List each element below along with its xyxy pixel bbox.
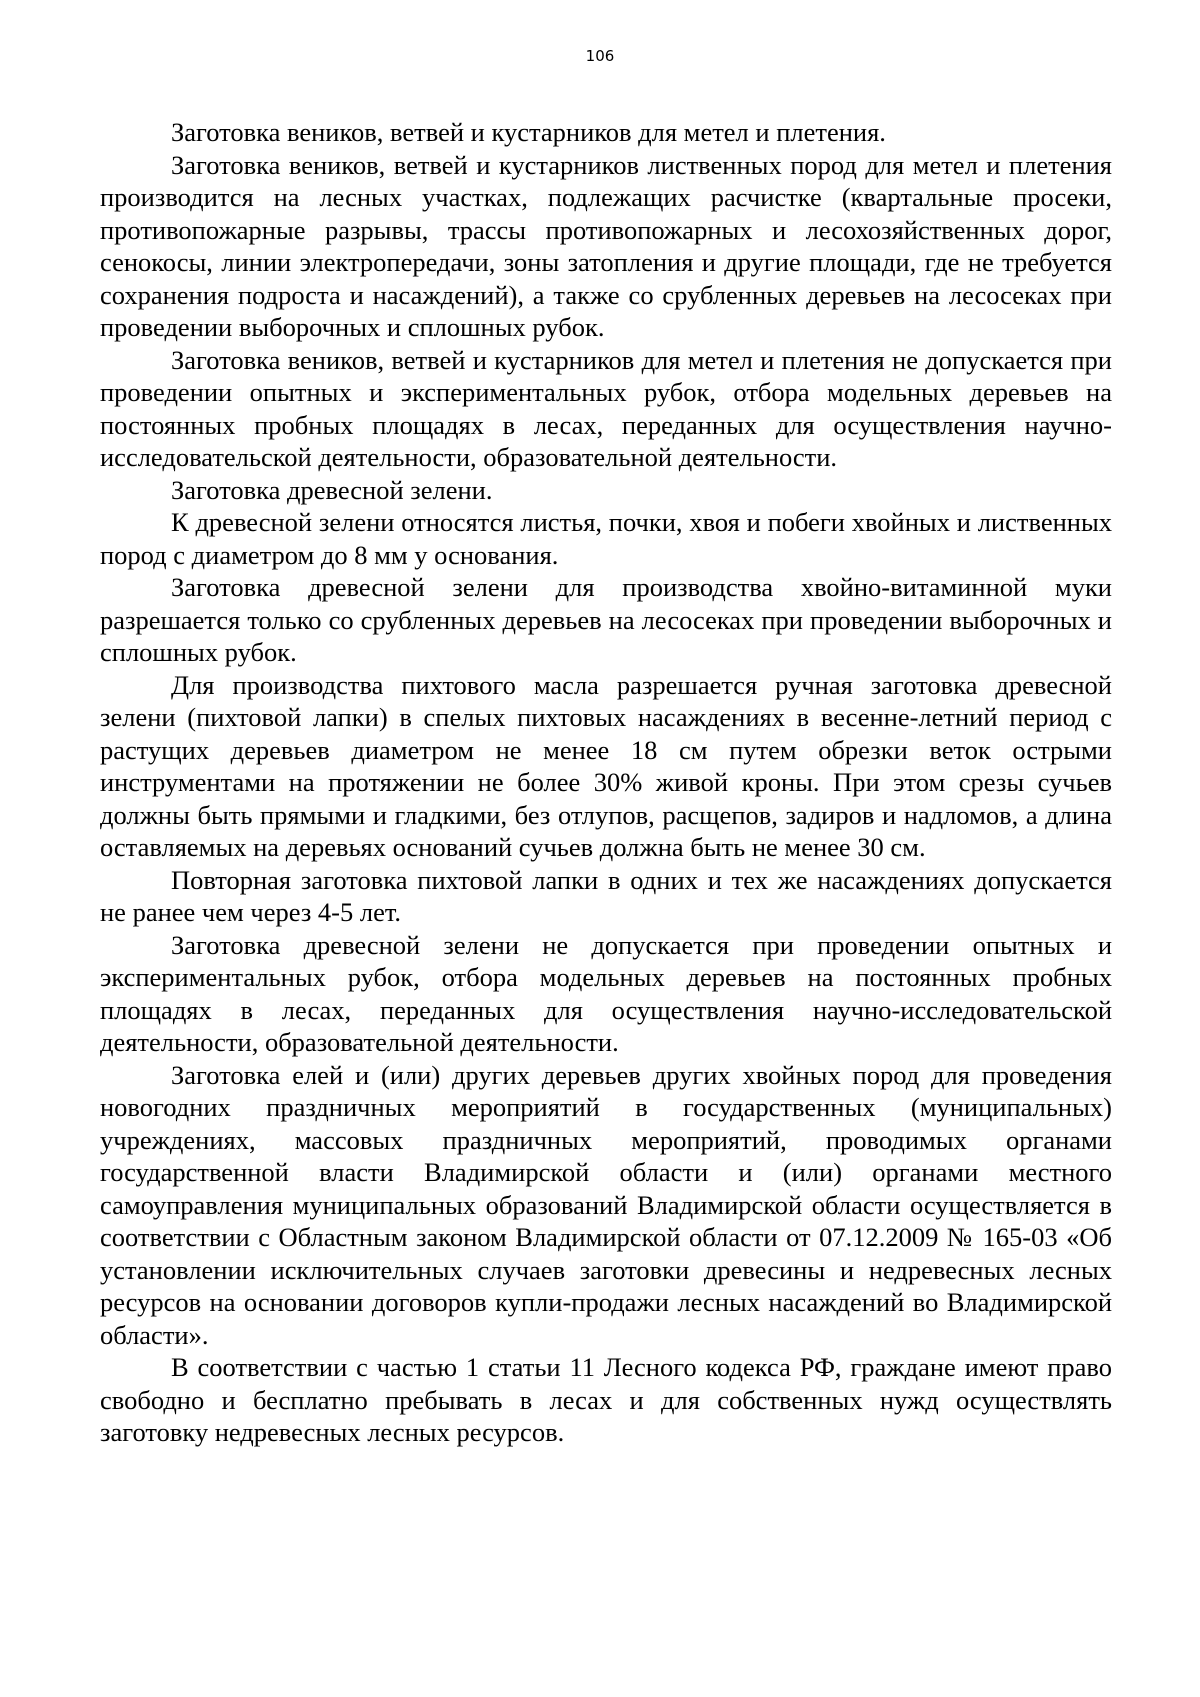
page-number: 106 [585, 47, 615, 65]
paragraph-new-year-trees: Заготовка елей и (или) других деревьев других хвойных пород для проведения новогодних праздничных мероприятий в государственных (муниципальных) учреждениях, массовых праздничных мероприятий, проводимых органами государственной власти Владимирской области и (или) органами местного самоуправления муниципальных образований Владимирской области осуществляется в соответствии с Областным законом Владимирской области от 07.12.2009 № 165-03 «Об установлении исключительных случаев заготовки древесины и недревесных лесных ресурсов на основании договоров купли-продажи лесных насаждений во Владимирской области». [100, 1059, 1112, 1350]
document-body [100, 116, 1112, 1449]
paragraph-brooms-restrictions: Заготовка веников, ветвей и кустарников для метел и плетения не допускается при проведении опытных и экспериментальных рубок, отбора модельных деревьев на постоянных пробных площадях в лесах, переданных для осуществления научно-исследовательской деятельности, образовательной деятельности. [100, 344, 1112, 472]
paragraph-brooms-heading: Заготовка веников, ветвей и кустарников для метел и плетения. [171, 117, 886, 147]
paragraph-forest-code: В соответствии с частью 1 статьи 11 Лесного кодекса РФ, граждане имеют право свободно и бесплатно пребывать в лесах и для собственных нужд осуществлять заготовку недревесных лесных ресурсов. [100, 1352, 1112, 1447]
paragraph-fir-oil: Для производства пихтового масла разрешается ручная заготовка древесной зелени (пихтовой лапки) в спелых пихтовых насаждениях в весенне-летний период с растущих деревьев диаметром не менее 18 см путем обрезки веток острыми инструментами на протяжении не более 30% живой кроны. При этом срезы сучьев должны быть прямыми и гладкими, без отлупов, расщепов, задиров и надломов, а длина оставляемых на деревьях оснований сучьев должна быть не менее 30 см. [100, 669, 1112, 862]
paragraph-greenery-restrictions: Заготовка древесной зелени не допускается при проведении опытных и экспериментальных рубок, отбора модельных деревьев на постоянных пробных площадях в лесах, переданных для осуществления научно-исследовательской деятельности, образовательной деятельности. [100, 929, 1112, 1057]
paragraph-brooms-harvest-areas: Заготовка веников, ветвей и кустарников лиственных пород для метел и плетения производится на лесных участках, подлежащих расчистке (квартальные просеки, противопожарные разрывы, трассы противопожарных и лесохозяйственных дорог, сенокосы, линии электропередачи, зоны затопления и другие площади, где не требуется сохранения подроста и насаждений), а также со срубленных деревьев на лесосеках при проведении выборочных и сплошных рубок. [100, 149, 1112, 342]
paragraph-repeat-harvest: Повторная заготовка пихтовой лапки в одних и тех же насаждениях допускается не ранее чем через 4-5 лет. [100, 864, 1112, 927]
paragraph-greenery-flour: Заготовка древесной зелени для производства хвойно-витаминной муки разрешается только со срубленных деревьев на лесосеках при проведении выборочных и сплошных рубок. [100, 572, 1112, 667]
paragraph-greenery-heading: Заготовка древесной зелени. [171, 474, 493, 505]
paragraph-greenery-definition: К древесной зелени относятся листья, почки, хвоя и побеги хвойных и лиственных пород с диаметром до 8 мм у основания. [100, 507, 1112, 570]
